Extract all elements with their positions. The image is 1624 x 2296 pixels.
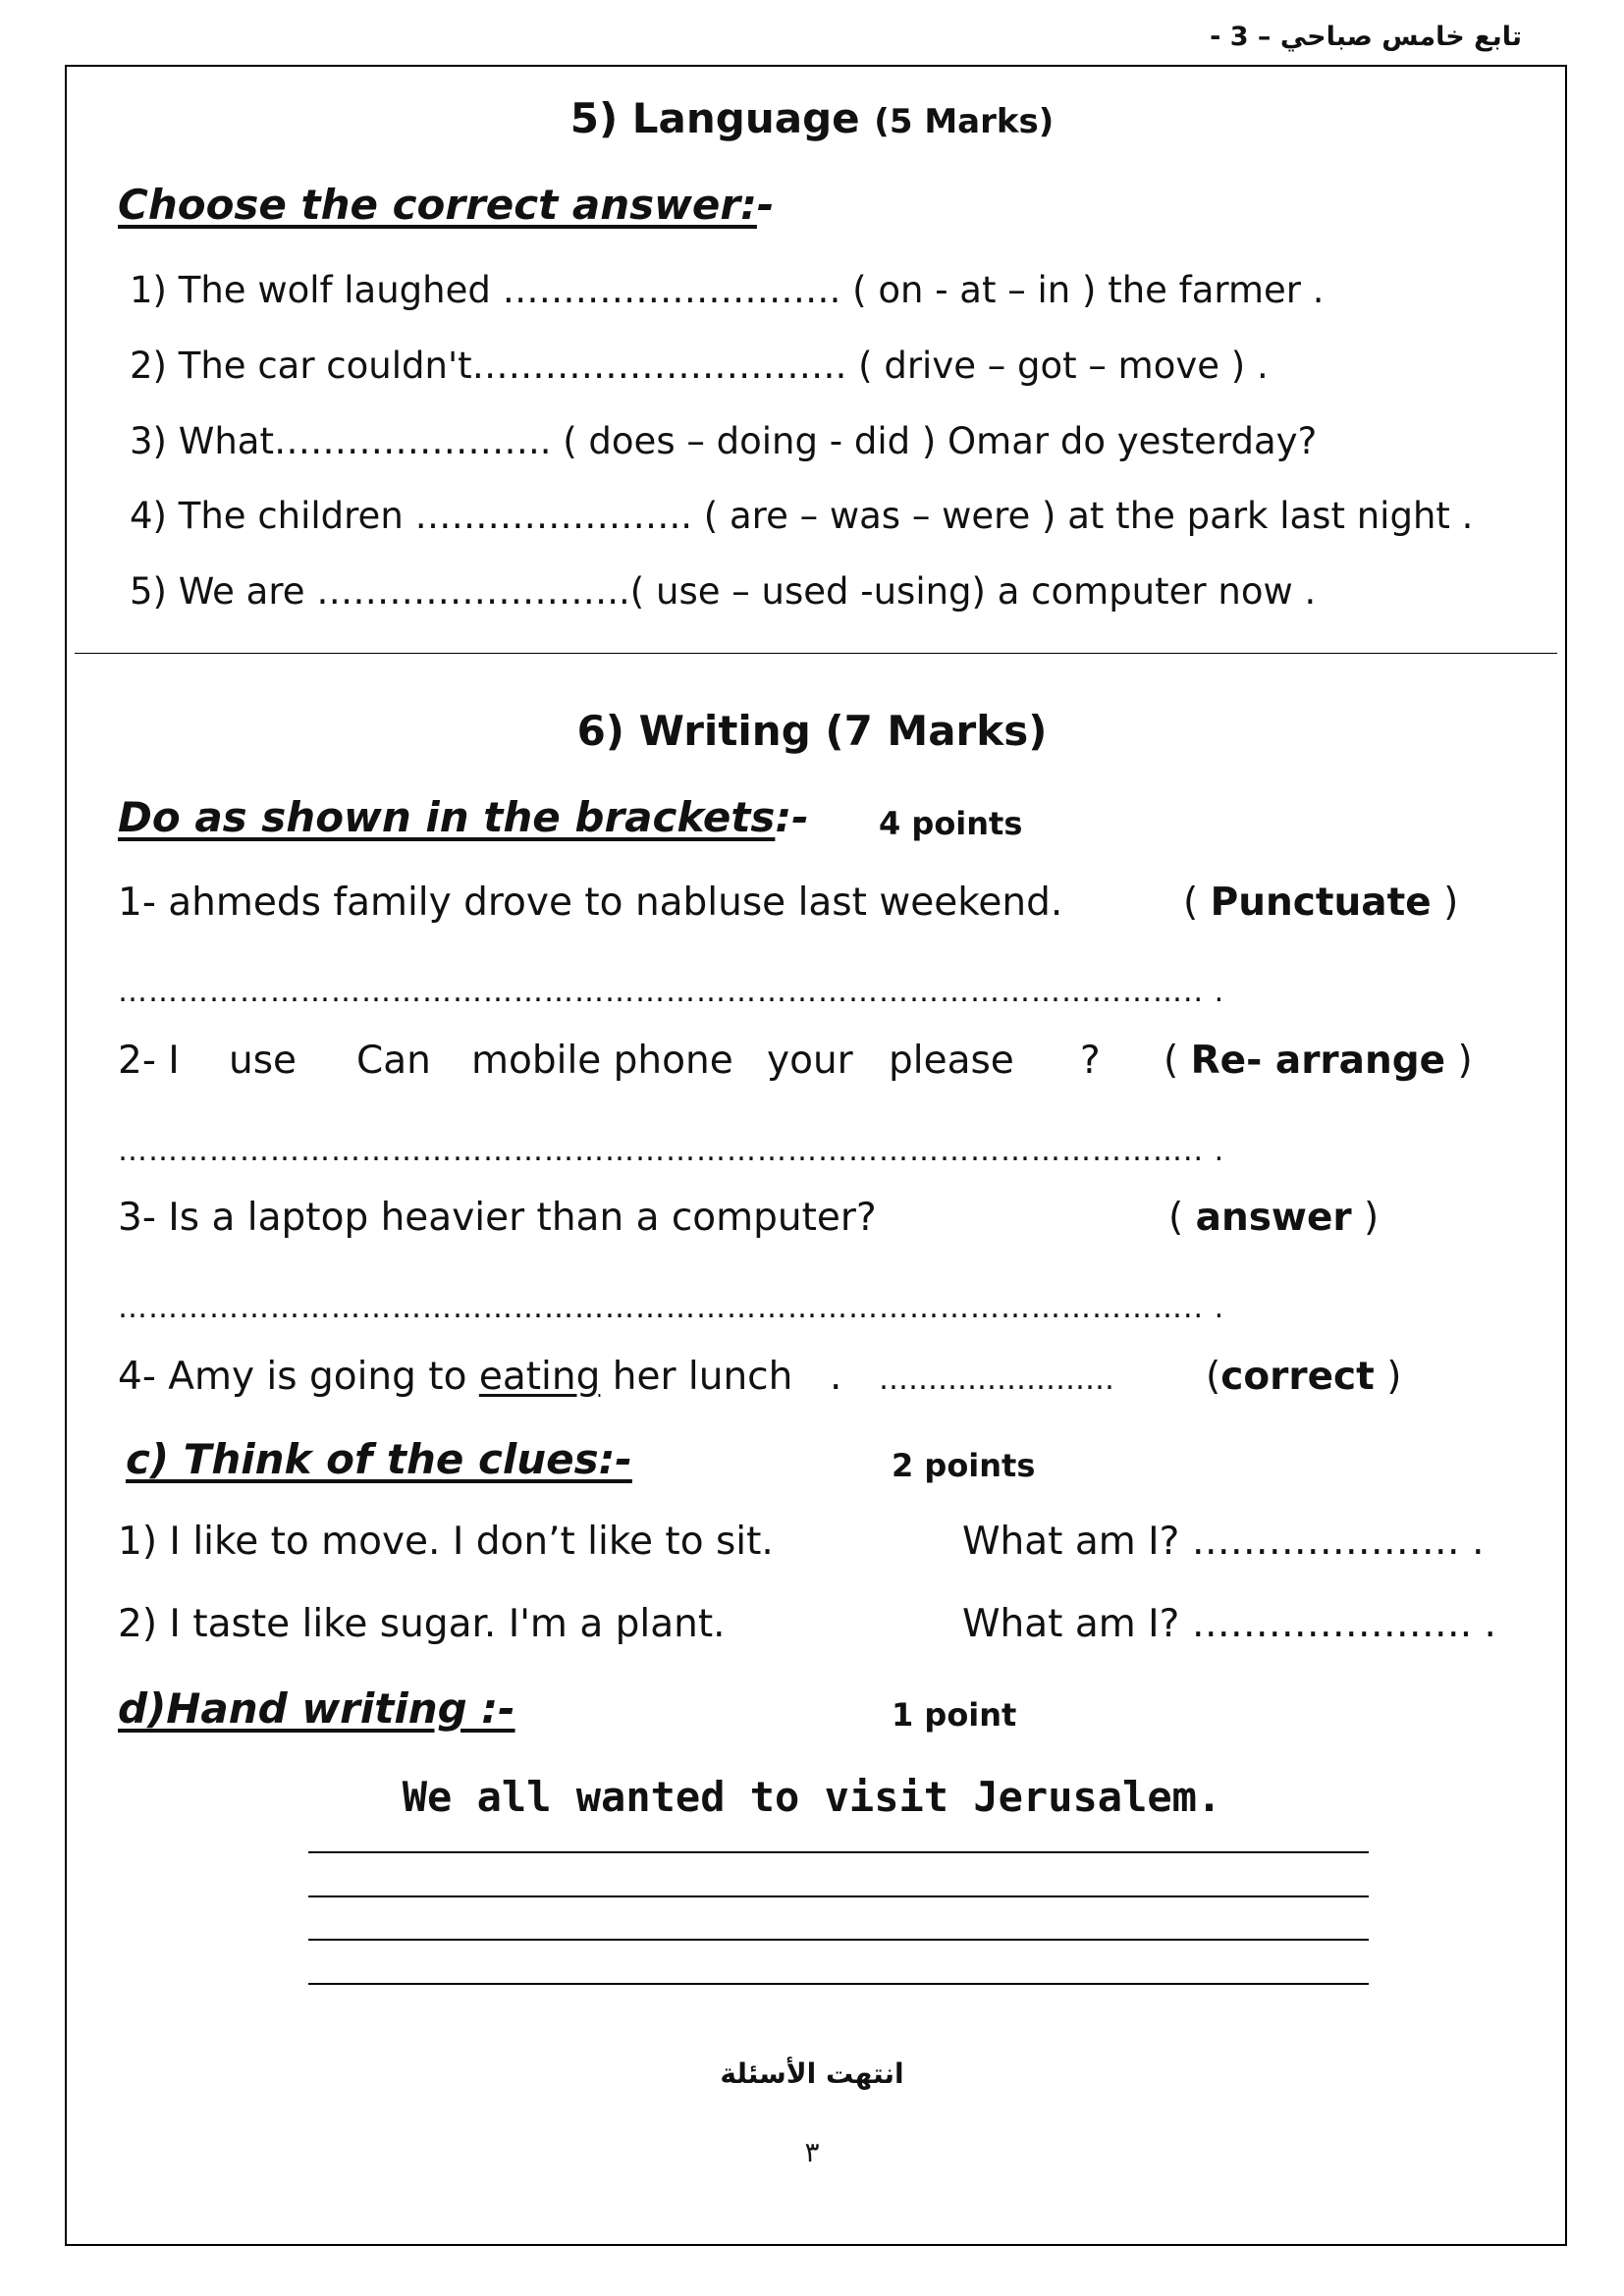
bracket-open: ( xyxy=(1183,881,1211,925)
writing-instruction-text: Do as shown in the brackets xyxy=(118,793,776,841)
writing-q4-before: 4- Amy is going to xyxy=(118,1355,479,1399)
header-label: تابع خامس صباحي – 3 - xyxy=(1210,22,1522,52)
writing-points: 4 points xyxy=(879,805,1023,842)
bracket-close: ) xyxy=(1351,1196,1380,1240)
language-marks: (5 Marks) xyxy=(874,102,1055,141)
writing-q4-text xyxy=(118,1355,792,1399)
writing-q2-word-6: please xyxy=(889,1039,1014,1083)
clues-title xyxy=(126,1435,632,1483)
writing-q2-word-4: mobile phone xyxy=(471,1039,733,1083)
bracket-close: ) xyxy=(1374,1355,1402,1399)
writing-q3-text: 3- Is a laptop heavier than a computer? xyxy=(118,1196,877,1240)
clue-1-text: 1) I like to move. I don’t like to sit. xyxy=(118,1520,774,1564)
writing-q1-answer-line: …………………………………………………………………………………………….. . xyxy=(118,975,1225,1009)
writing-q1-text: 1- ahmeds family drove to nabluse last weekend. xyxy=(118,881,1063,925)
handwriting-model-sentence: We all wanted to visit Jerusalem. xyxy=(402,1773,1222,1821)
writing-q3-instruction xyxy=(1168,1196,1379,1240)
writing-q2-action: Re- arrange xyxy=(1190,1039,1446,1083)
section-divider xyxy=(75,653,1557,654)
writing-q4-blank: …………………… xyxy=(879,1362,1114,1397)
writing-q1-instruction xyxy=(1183,881,1458,925)
clue-2-question: What am I? …………………. . xyxy=(962,1602,1496,1646)
bracket-open: ( xyxy=(1206,1355,1221,1399)
language-question-3: 3) What………………….. ( does – doing - did ) Omar do yesterday? xyxy=(130,420,1318,462)
writing-q2-answer-line: …………………………………………………………………………………………….. . xyxy=(118,1134,1225,1168)
writing-q3-action: answer xyxy=(1195,1196,1352,1240)
writing-q2-word-7: ? xyxy=(1080,1039,1101,1083)
handwriting-line-3 xyxy=(308,1939,1369,1941)
writing-q4-period: . xyxy=(830,1355,842,1399)
language-question-2: 2) The car couldn't…………………………. ( drive – got – move ) . xyxy=(130,345,1269,387)
writing-q2-instruction xyxy=(1164,1039,1473,1083)
clue-1-question: What am I? ………………… . xyxy=(962,1520,1485,1564)
handwriting-title xyxy=(118,1684,515,1733)
writing-q2-word-3: Can xyxy=(356,1039,431,1083)
writing-q3-answer-line: …………………………………………………………………………………………….. . xyxy=(118,1291,1225,1325)
writing-q2-word-5: your xyxy=(767,1039,853,1083)
handwriting-line-4 xyxy=(308,1983,1369,1985)
language-title: 5) Language xyxy=(569,94,860,142)
language-instruction xyxy=(118,181,774,229)
handwriting-line-1 xyxy=(308,1851,1369,1853)
writing-q2-word-2: use xyxy=(229,1039,298,1083)
writing-q4-underlined-word: eating xyxy=(478,1355,601,1399)
bracket-open: ( xyxy=(1164,1039,1191,1083)
language-question-1: 1) The wolf laughed ………………………. ( on - at – in ) the farmer . xyxy=(130,269,1325,311)
page-number: ٣ xyxy=(804,2136,820,2168)
language-instruction-suffix: - xyxy=(756,181,775,229)
writing-q4-action: correct xyxy=(1220,1355,1375,1399)
handwriting-points: 1 point xyxy=(892,1696,1017,1734)
handwriting-title-text: d)Hand writing :- xyxy=(118,1684,515,1733)
writing-section-title: 6) Writing (7 Marks) xyxy=(576,707,1048,755)
writing-instruction-suffix: :- xyxy=(775,793,809,841)
language-instruction-text: Choose the correct answer: xyxy=(118,181,757,229)
handwriting-line-2 xyxy=(308,1896,1369,1897)
language-question-4: 4) The children ………………….. ( are – was – were ) at the park last night . xyxy=(130,495,1474,537)
bracket-close: ) xyxy=(1445,1039,1473,1083)
clues-points: 2 points xyxy=(892,1447,1036,1484)
clues-title-text: c) Think of the clues:- xyxy=(126,1435,632,1483)
writing-q4-instruction xyxy=(1206,1355,1401,1399)
bracket-close: ) xyxy=(1431,881,1459,925)
bracket-open: ( xyxy=(1168,1196,1196,1240)
writing-q1-action: Punctuate xyxy=(1210,881,1432,925)
language-section-title xyxy=(0,94,1624,142)
writing-q4-after: her lunch xyxy=(600,1355,793,1399)
clue-2-text: 2) I taste like sugar. I'm a plant. xyxy=(118,1602,726,1646)
writing-q2-word-1: 2- I xyxy=(118,1039,180,1083)
end-of-questions-label: انتهت الأسئلة xyxy=(720,2057,904,2090)
language-question-5: 5) We are ……………………..( use – used -using) a computer now . xyxy=(130,570,1317,613)
writing-instruction xyxy=(118,793,809,841)
